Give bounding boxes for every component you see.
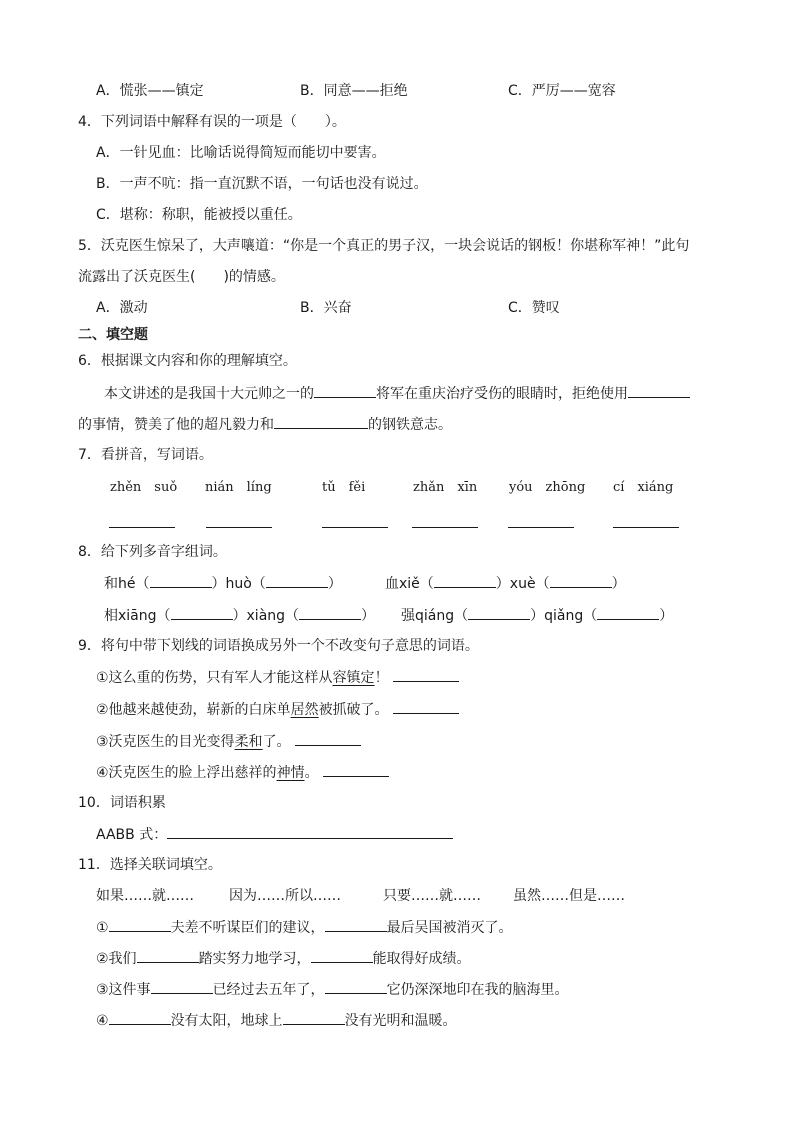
answer-blank[interactable] <box>151 979 213 994</box>
answer-line[interactable] <box>508 527 574 528</box>
answer-blank[interactable] <box>299 605 361 620</box>
q8-row1-right <box>385 573 626 594</box>
bracket: ） <box>327 576 342 592</box>
q6-text-1a: 本文讲述的是我国十大元帅之一的 <box>104 386 314 402</box>
sentence-text: 被抓破了。 <box>318 702 389 718</box>
polyphone-char: 血 <box>385 576 399 592</box>
q3-option-c: C．严厉——宽容 <box>508 83 616 99</box>
q8-row2-right <box>401 605 673 626</box>
answer-blank[interactable] <box>550 573 612 588</box>
aabb-label: AABB 式： <box>96 827 168 843</box>
pinyin-6: cí xiáng <box>613 480 674 495</box>
answer-blank[interactable] <box>137 948 199 963</box>
q5-option-b: B．兴奋 <box>300 300 352 316</box>
polyphone-char: 相 <box>104 608 118 624</box>
q5-option-c: C．赞叹 <box>508 300 560 316</box>
q10-stem: 10．词语积累 <box>78 795 166 811</box>
answer-line[interactable] <box>206 527 272 528</box>
q6-stem: 6．根据课文内容和你的理解填空。 <box>78 353 297 369</box>
q5-stem-line1: 5．沃克医生惊呆了，大声嚷道：“你是一个真正的男子汉，一块会说话的钢板！你堪称军神！”此句 <box>78 238 690 254</box>
q6-line1 <box>104 383 690 404</box>
sentence-text: 没有光明和温暖。 <box>344 1013 457 1029</box>
q11-option-2: 因为……所以…… <box>229 888 341 904</box>
reading: ）huò（ <box>211 576 266 592</box>
answer-blank[interactable] <box>171 605 233 620</box>
q11-option-1: 如果……就…… <box>96 888 194 904</box>
answer-line[interactable] <box>613 527 679 528</box>
q3-option-a: A．慌张——镇定 <box>96 83 204 99</box>
answer-blank[interactable] <box>325 979 387 994</box>
answer-blank[interactable] <box>274 414 368 429</box>
underlined-word: 神情 <box>276 765 305 781</box>
bracket: ） <box>659 608 674 624</box>
q11-item-3 <box>96 979 569 1000</box>
answer-blank[interactable] <box>109 1010 171 1025</box>
answer-blank[interactable] <box>628 383 690 398</box>
sentence-text: ③沃克医生的目光变得 <box>96 734 235 750</box>
answer-blank[interactable] <box>167 824 453 839</box>
q9-stem: 9．将句中带下划线的词语换成另外一个不改变句子意思的词语。 <box>78 638 479 654</box>
sentence-text: 夫差不听谋臣们的建议， <box>170 920 325 936</box>
pinyin-4: zhǎn xīn <box>413 480 478 495</box>
q11-stem: 11．选择关联词填空。 <box>78 857 222 873</box>
reading: ）xiàng（ <box>232 608 300 624</box>
pinyin-5: yóu zhōng <box>509 480 586 495</box>
underlined-word: 容镇定 <box>332 670 375 686</box>
sentence-text: 。 <box>304 765 319 781</box>
answer-blank[interactable] <box>150 573 212 588</box>
underlined-word: 柔和 <box>234 734 263 750</box>
answer-blank[interactable] <box>283 1010 345 1025</box>
q3-option-b: B．同意——拒绝 <box>300 83 408 99</box>
answer-blank[interactable] <box>597 605 659 620</box>
answer-blank[interactable] <box>393 667 459 682</box>
sentence-text: 能取得好成绩。 <box>372 951 471 967</box>
q9-item-3 <box>96 731 361 752</box>
polyphone-char: 强 <box>401 608 415 624</box>
answer-blank[interactable] <box>393 699 459 714</box>
answer-blank[interactable] <box>109 917 171 932</box>
sentence-text: ！ <box>374 670 389 686</box>
q8-stem: 8．给下列多音字组词。 <box>78 544 227 560</box>
answer-line[interactable] <box>109 527 175 528</box>
sentence-text: ③这件事 <box>96 982 151 998</box>
q11-item-1 <box>96 917 513 938</box>
q11-item-2 <box>96 948 471 969</box>
sentence-text: ②他越来越使劲，崭新的白床单 <box>96 702 291 718</box>
answer-blank[interactable] <box>266 573 328 588</box>
reading: xiāng（ <box>118 608 171 624</box>
q5-stem-line2: 流露出了沃克医生( )的情感。 <box>78 269 285 285</box>
q5-option-a: A．激动 <box>96 300 148 316</box>
q8-row1-left <box>104 573 342 594</box>
reading: xiě（ <box>399 576 434 592</box>
q6-line2 <box>78 414 452 435</box>
q9-item-2 <box>96 699 459 720</box>
q6-text-2b: 的钢铁意志。 <box>368 417 452 433</box>
sentence-text: 没有太阳，地球上 <box>170 1013 283 1029</box>
q6-text-2a: 的事情，赞美了他的超凡毅力和 <box>78 417 274 433</box>
answer-blank[interactable] <box>323 762 389 777</box>
q11-option-4: 虽然……但是…… <box>513 888 625 904</box>
sentence-text: 它仍深深地印在我的脑海里。 <box>386 982 569 998</box>
bracket: ） <box>361 608 376 624</box>
pinyin-3: tǔ fěi <box>322 480 366 495</box>
answer-blank[interactable] <box>314 383 376 398</box>
q11-option-3: 只要……就…… <box>383 888 481 904</box>
sentence-text: ④ <box>96 1013 109 1029</box>
reading: hé（ <box>118 576 150 592</box>
sentence-text: ① <box>96 920 109 936</box>
q9-item-4 <box>96 762 389 783</box>
q6-text-1b: 将军在重庆治疗受伤的眼睛时，拒绝使用 <box>376 386 628 402</box>
sentence-text: 最后吴国被消灭了。 <box>386 920 513 936</box>
section-heading: 二、填空题 <box>78 327 148 343</box>
sentence-text: 已经过去五年了， <box>212 982 325 998</box>
answer-line[interactable] <box>412 527 478 528</box>
underlined-word: 居然 <box>290 702 319 718</box>
q4-option-a: A．一针见血：比喻话说得简短而能切中要害。 <box>96 145 386 161</box>
polyphone-char: 和 <box>104 576 118 592</box>
pinyin-2: nián líng <box>205 480 272 495</box>
q9-item-1 <box>96 667 459 688</box>
reading: ）qiǎng（ <box>530 608 598 624</box>
q7-stem: 7．看拼音，写词语。 <box>78 447 213 463</box>
q4-option-c: C．堪称：称职，能被授以重任。 <box>96 207 302 223</box>
answer-line[interactable] <box>322 527 388 528</box>
sentence-text: ①这么重的伤势，只有军人才能这样从 <box>96 670 333 686</box>
q4-option-b: B．一声不吭：指一直沉默不语，一句话也没有说过。 <box>96 176 428 192</box>
sentence-text: ②我们 <box>96 951 137 967</box>
q11-item-4 <box>96 1010 457 1031</box>
q4-stem: 4．下列词语中解释有误的一项是（ ）。 <box>78 114 346 130</box>
answer-blank[interactable] <box>295 731 361 746</box>
reading: qiáng（ <box>415 608 469 624</box>
answer-blank[interactable] <box>311 948 373 963</box>
sentence-text: ④沃克医生的脸上浮出慈祥的 <box>96 765 277 781</box>
bracket: ） <box>611 576 626 592</box>
q10-answer-row <box>96 824 453 845</box>
answer-blank[interactable] <box>325 917 387 932</box>
answer-blank[interactable] <box>434 573 496 588</box>
sentence-text: 踏实努力地学习， <box>198 951 311 967</box>
pinyin-1: zhěn suǒ <box>110 480 178 495</box>
answer-blank[interactable] <box>468 605 530 620</box>
q8-row2-left <box>104 605 375 626</box>
sentence-text: 了。 <box>262 734 291 750</box>
reading: ）xuè（ <box>495 576 550 592</box>
